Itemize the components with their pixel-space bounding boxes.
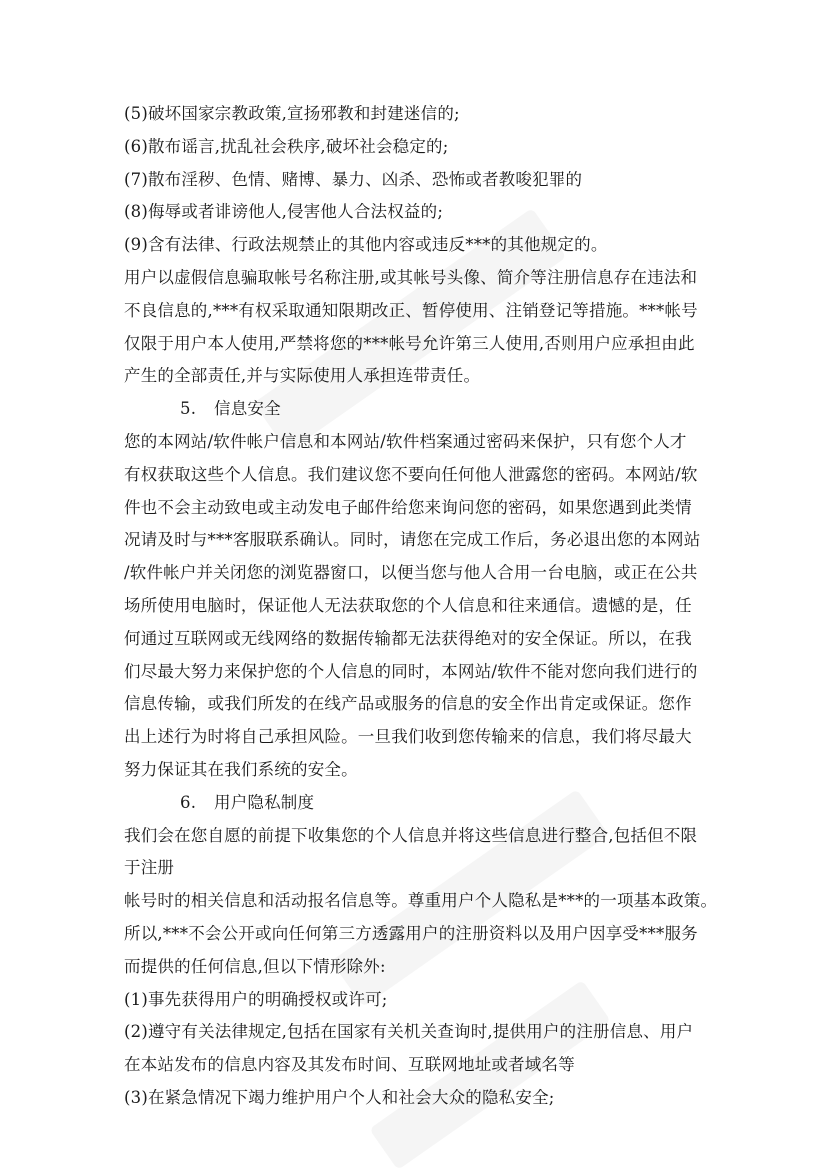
- section-title: 信息安全: [214, 399, 281, 419]
- text-line: 有权获取这些个人信息。我们建议您不要向任何他人泄露您的密码。本网站/软: [124, 464, 698, 484]
- section-number: 5.: [180, 399, 197, 419]
- text-line: 努力保证其在我们系统的安全。: [124, 759, 358, 779]
- document-body: [124, 98, 724, 1115]
- text-line: (3)在紧急情况下竭力维护用户个人和社会大众的隐私安全;: [124, 1087, 555, 1107]
- text-line: 况请及时与***客服联系确认。同时，请您在完成工作后，务必退出您的本网站: [124, 530, 701, 550]
- text-line: (2)遵守有关法律规定,包括在国家有关机关查询时,提供用户的注册信息、用户: [124, 1022, 694, 1042]
- text-line: 场所使用电脑时，保证他人无法获取您的个人信息和往来通信。遗憾的是，任: [124, 595, 692, 615]
- text-line: /软件帐户并关闭您的浏览器窗口，以便当您与他人合用一台电脑，或正在公共: [124, 563, 698, 583]
- text-line: 在本站发布的信息内容及其发布时间、互联网地址或者域名等: [124, 1055, 575, 1075]
- section-heading-6: [124, 787, 724, 820]
- text-line: 件也不会主动致电或主动发电子邮件给您来询问您的密码，如果您遇到此类情: [124, 497, 692, 517]
- text-line: 们尽最大努力来保护您的个人信息的同时，本网站/软件不能对您向我们进行的: [124, 661, 698, 681]
- section-heading-5: [124, 393, 724, 426]
- text-line: 所以,***不会公开或向任何第三方透露用户的注册资料以及用户因享受***服务: [124, 923, 698, 943]
- text-line: 信息传输，或我们所发的在线产品或服务的信息的安全作出肯定或保证。您作: [124, 694, 692, 714]
- section-title: 用户隐私制度: [214, 792, 315, 812]
- text-line: (5)破坏国家宗教政策,宣扬邪教和封建迷信的;: [124, 104, 460, 123]
- text-line: 何通过互联网或无线网络的数据传输都无法获得绝对的安全保证。所以，在我: [124, 628, 692, 648]
- text-line: (8)侮辱或者诽谤他人,侵害他人合法权益的;: [124, 202, 444, 222]
- text-line: 仅限于用户本人使用,严禁将您的***帐号允许第三人使用,否则用户应承担由此: [124, 333, 695, 353]
- text-line: (1)事先获得用户的明确授权或许可;: [124, 989, 388, 1009]
- section-number: 6.: [180, 792, 197, 812]
- text-line: 出上述行为时将自己承担风险。一旦我们收到您传输来的信息，我们将尽最大: [124, 727, 692, 747]
- text-line: (9)含有法律、行政法规禁止的其他内容或违反***的其他规定的。: [124, 235, 608, 255]
- text-line: 产生的全部责任,并与实际使用人承担连带责任。: [124, 366, 481, 386]
- text-line: 而提供的任何信息,但以下情形除外:: [124, 956, 386, 976]
- text-line: (6)散布谣言,扰乱社会秩序,破坏社会稳定的;: [124, 136, 449, 156]
- text-line: 用户以虚假信息骗取帐号名称注册,或其帐号头像、简介等注册信息存在违法和: [124, 267, 698, 287]
- text-line: 我们会在您自愿的前提下收集您的个人信息并将这些信息进行整合,包括但不限: [124, 825, 698, 845]
- text-line: 您的本网站/软件帐户信息和本网站/软件档案通过密码来保护，只有您个人才: [124, 431, 687, 451]
- text-line: 帐号时的相关信息和活动报名信息等。尊重用户个人隐私是***的一项基本政策。: [124, 891, 718, 911]
- text-line: (7)散布淫秽、色情、赌博、暴力、凶杀、恐怖或者教唆犯罪的: [124, 169, 583, 189]
- text-line: 于注册: [124, 858, 175, 878]
- text-line: 不良信息的,***有权采取通知限期改正、暂停使用、注销登记等措施。***帐号: [124, 300, 698, 320]
